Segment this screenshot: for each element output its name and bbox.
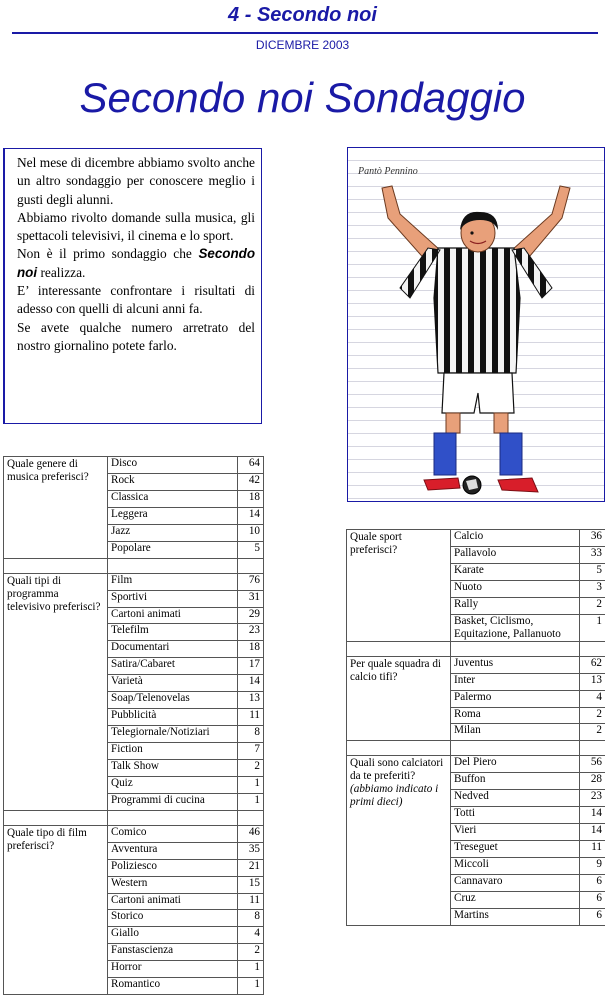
answer-label: Nuoto <box>451 580 580 597</box>
answer-label: Del Piero <box>451 756 580 773</box>
answer-label: Storico <box>108 910 238 927</box>
answer-count: 46 <box>238 825 264 842</box>
answer-label: Basket, Ciclismo, Equitazione, Pallanuoto <box>451 614 580 641</box>
answer-count: 33 <box>580 546 605 563</box>
newspaper-name: Secondo noi <box>17 246 255 280</box>
question-cell <box>4 825 108 994</box>
answer-count: 56 <box>580 756 605 773</box>
answer-label: Soap/Telenovelas <box>108 692 238 709</box>
spacer-cell <box>580 641 605 656</box>
answer-label: Quiz <box>108 776 238 793</box>
table-row <box>347 756 605 773</box>
spacer-row <box>4 558 264 573</box>
answer-label: Rally <box>451 597 580 614</box>
spacer-cell <box>238 558 264 573</box>
intro-paragraph <box>17 245 255 282</box>
answer-count: 35 <box>238 842 264 859</box>
answer-count: 5 <box>238 541 264 558</box>
footballer-drawing <box>347 147 605 502</box>
answer-count: 64 <box>238 457 264 474</box>
intro-paragraph: Nel mese di dicembre abbiamo svolto anche un altro sondaggio per conoscere meglio i gusti degli alunni. <box>17 155 255 207</box>
spacer-cell <box>4 810 108 825</box>
answer-count: 4 <box>238 927 264 944</box>
answer-count: 14 <box>580 807 605 824</box>
answer-count: 8 <box>238 910 264 927</box>
answer-label: Film <box>108 573 238 590</box>
answer-label: Miccoli <box>451 858 580 875</box>
intro-paragraph: E’ interessante confrontare i risultati di adesso con quelli di alcuni anni fa. <box>17 283 255 317</box>
spacer-row <box>4 810 264 825</box>
answer-label: Cartoni animati <box>108 893 238 910</box>
spacer-cell <box>238 810 264 825</box>
answer-count: 36 <box>580 530 605 547</box>
answer-label: Fiction <box>108 743 238 760</box>
answer-count: 1 <box>238 793 264 810</box>
intro-text: Non è il primo sondaggio che <box>17 246 199 262</box>
answer-count: 1 <box>238 978 264 995</box>
spacer-cell <box>347 741 451 756</box>
answer-label: Varietà <box>108 675 238 692</box>
answer-label: Horror <box>108 961 238 978</box>
answer-label: Sportivi <box>108 590 238 607</box>
article-title: Secondo noi Sondaggio <box>79 74 526 121</box>
answer-count: 14 <box>238 675 264 692</box>
answer-count: 6 <box>580 874 605 891</box>
answer-count: 2 <box>238 944 264 961</box>
answer-count: 18 <box>238 641 264 658</box>
question-text: Quale sport preferisci? <box>350 531 402 556</box>
question-text: Quali sono calciatori da te preferiti? <box>350 757 444 783</box>
intro-box <box>3 148 262 424</box>
question-cell <box>4 457 108 559</box>
answer-label: Pallavolo <box>451 546 580 563</box>
answer-label: Roma <box>451 707 580 724</box>
answer-count: 5 <box>580 563 605 580</box>
intro-paragraph: Se avete qualche numero arretrato del nostro giornalino potete farlo. <box>17 319 255 353</box>
answer-count: 23 <box>580 790 605 807</box>
question-text: Quali tipi di programma televisivo preferisci? <box>7 574 101 613</box>
answer-count: 11 <box>580 841 605 858</box>
answer-count: 9 <box>580 858 605 875</box>
answer-count: 23 <box>238 624 264 641</box>
answer-label: Jazz <box>108 524 238 541</box>
answer-count: 1 <box>238 776 264 793</box>
answer-label: Cartoni animati <box>108 607 238 624</box>
table-row <box>347 530 605 547</box>
question-text: Quale genere di musica preferisci? <box>7 458 89 483</box>
spacer-row <box>347 641 605 656</box>
answer-count: 62 <box>580 656 605 673</box>
answer-count: 29 <box>238 607 264 624</box>
question-cell <box>347 656 451 741</box>
page-header-title: 4 - Secondo noi <box>228 4 377 26</box>
table-row <box>4 825 264 842</box>
answer-count: 6 <box>580 908 605 925</box>
answer-label: Avventura <box>108 842 238 859</box>
table-row <box>4 573 264 590</box>
answer-label: Karate <box>451 563 580 580</box>
answer-count: 31 <box>238 590 264 607</box>
answer-label: Telefilm <box>108 624 238 641</box>
question-cell <box>4 573 108 810</box>
answer-label: Calcio <box>451 530 580 547</box>
answer-label: Pubblicità <box>108 709 238 726</box>
answer-count: 3 <box>580 580 605 597</box>
answer-label: Poliziesco <box>108 859 238 876</box>
answer-count: 42 <box>238 473 264 490</box>
answer-label: Satira/Cabaret <box>108 658 238 675</box>
answer-label: Juventus <box>451 656 580 673</box>
spacer-cell <box>451 641 580 656</box>
question-text: Per quale squadra di calcio tifi? <box>350 657 442 683</box>
answer-label: Treseguet <box>451 841 580 858</box>
answer-count: 14 <box>580 824 605 841</box>
answer-label: Western <box>108 876 238 893</box>
intro-paragraph: Abbiamo rivolto domande sulla musica, gli spettacoli televisivi, il cinema e lo sport. <box>17 209 255 244</box>
answer-count: 1 <box>238 961 264 978</box>
answer-count: 7 <box>238 743 264 760</box>
answer-count: 76 <box>238 573 264 590</box>
spacer-cell <box>4 558 108 573</box>
answer-label: Buffon <box>451 773 580 790</box>
question-text: Quale tipo di film preferisci? <box>7 826 87 852</box>
answer-label: Vieri <box>451 824 580 841</box>
answer-count: 6 <box>580 891 605 908</box>
answer-count: 10 <box>238 524 264 541</box>
answer-label: Nedved <box>451 790 580 807</box>
answer-count: 1 <box>580 614 605 641</box>
table-row <box>4 457 264 474</box>
answer-count: 2 <box>238 759 264 776</box>
answer-label: Popolare <box>108 541 238 558</box>
spacer-cell <box>347 641 451 656</box>
intro-text: realizza. <box>37 264 86 280</box>
header-divider <box>12 32 598 34</box>
question-cell <box>347 530 451 642</box>
answer-count: 2 <box>580 707 605 724</box>
answer-label: Telegiornale/Notiziari <box>108 726 238 743</box>
survey-table-left <box>3 456 264 995</box>
answer-count: 14 <box>238 507 264 524</box>
answer-label: Martins <box>451 908 580 925</box>
answer-count: 13 <box>238 692 264 709</box>
answer-count: 11 <box>238 709 264 726</box>
question-note: (abbiamo indicato i primi dieci) <box>350 783 439 809</box>
answer-label: Programmi di cucina <box>108 793 238 810</box>
answer-label: Totti <box>451 807 580 824</box>
spacer-cell <box>451 741 580 756</box>
spacer-cell <box>108 810 238 825</box>
answer-label: Romantico <box>108 978 238 995</box>
spacer-cell <box>108 558 238 573</box>
table-row <box>347 656 605 673</box>
answer-label: Cannavaro <box>451 874 580 891</box>
answer-count: 13 <box>580 673 605 690</box>
answer-count: 4 <box>580 690 605 707</box>
answer-count: 2 <box>580 597 605 614</box>
answer-count: 15 <box>238 876 264 893</box>
spacer-row <box>347 741 605 756</box>
answer-label: Disco <box>108 457 238 474</box>
footballer-illustration <box>348 148 604 501</box>
answer-label: Classica <box>108 490 238 507</box>
survey-table-right <box>346 529 605 926</box>
question-cell <box>347 756 451 925</box>
answer-count: 17 <box>238 658 264 675</box>
answer-label: Cruz <box>451 891 580 908</box>
answer-label: Inter <box>451 673 580 690</box>
drawing-signature: Pantò Pennino <box>358 166 418 177</box>
answer-count: 18 <box>238 490 264 507</box>
answer-label: Palermo <box>451 690 580 707</box>
answer-count: 8 <box>238 726 264 743</box>
spacer-cell <box>580 741 605 756</box>
answer-count: 2 <box>580 724 605 741</box>
answer-label: Documentari <box>108 641 238 658</box>
issue-date: DICEMBRE 2003 <box>255 38 350 52</box>
answer-label: Rock <box>108 473 238 490</box>
answer-label: Talk Show <box>108 759 238 776</box>
answer-count: 21 <box>238 859 264 876</box>
answer-label: Giallo <box>108 927 238 944</box>
answer-count: 11 <box>238 893 264 910</box>
answer-label: Fanstascienza <box>108 944 238 961</box>
answer-label: Leggera <box>108 507 238 524</box>
answer-count: 28 <box>580 773 605 790</box>
answer-label: Milan <box>451 724 580 741</box>
answer-label: Comico <box>108 825 238 842</box>
